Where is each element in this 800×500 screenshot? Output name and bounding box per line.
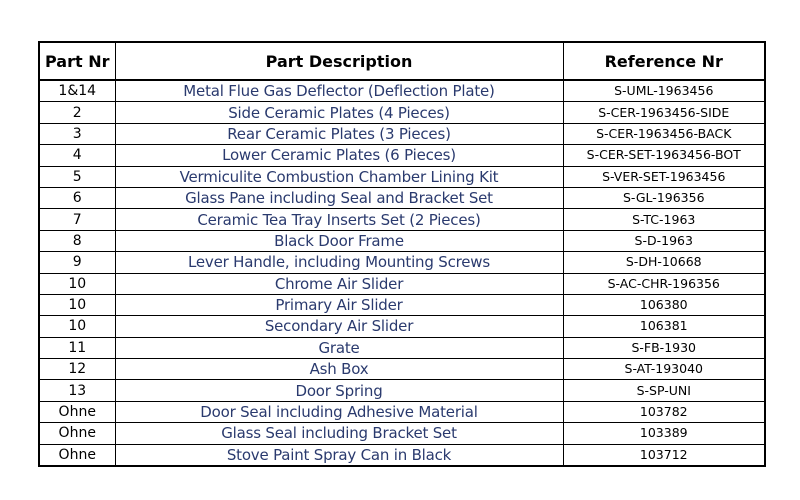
part-nr-cell: 3 <box>39 123 115 144</box>
table-row <box>39 145 765 166</box>
reference-cell: S-CER-1963456-SIDE <box>563 102 765 123</box>
part-nr-cell: Ohne <box>39 444 115 466</box>
reference-cell: S-FB-1930 <box>563 337 765 358</box>
table-header <box>39 42 765 80</box>
description-cell: Lower Ceramic Plates (6 Pieces) <box>115 145 563 166</box>
table-row <box>39 166 765 187</box>
description-cell: Chrome Air Slider <box>115 273 563 294</box>
table-row <box>39 316 765 337</box>
reference-cell: S-D-1963 <box>563 230 765 251</box>
part-nr-cell: 11 <box>39 337 115 358</box>
description-cell: Ash Box <box>115 359 563 380</box>
table-row <box>39 209 765 230</box>
table-row <box>39 401 765 422</box>
table-row <box>39 380 765 401</box>
header-reference: Reference Nr <box>563 42 765 80</box>
reference-cell: S-VER-SET-1963456 <box>563 166 765 187</box>
description-cell: Lever Handle, including Mounting Screws <box>115 252 563 273</box>
table-row <box>39 80 765 102</box>
reference-cell: S-CER-SET-1963456-BOT <box>563 145 765 166</box>
reference-cell: 103782 <box>563 401 765 422</box>
part-nr-cell: 13 <box>39 380 115 401</box>
table-row <box>39 102 765 123</box>
parts-table <box>38 41 766 467</box>
description-cell: Rear Ceramic Plates (3 Pieces) <box>115 123 563 144</box>
reference-cell: S-UML-1963456 <box>563 80 765 102</box>
table-row <box>39 423 765 444</box>
description-cell: Vermiculite Combustion Chamber Lining Kit <box>115 166 563 187</box>
part-nr-cell: 10 <box>39 316 115 337</box>
header-description: Part Description <box>115 42 563 80</box>
description-cell: Door Spring <box>115 380 563 401</box>
description-cell: Glass Seal including Bracket Set <box>115 423 563 444</box>
table-row <box>39 187 765 208</box>
part-nr-cell: 6 <box>39 187 115 208</box>
part-nr-cell: Ohne <box>39 423 115 444</box>
table-row <box>39 294 765 315</box>
reference-cell: 103389 <box>563 423 765 444</box>
description-cell: Glass Pane including Seal and Bracket Set <box>115 187 563 208</box>
part-nr-cell: 2 <box>39 102 115 123</box>
description-cell: Secondary Air Slider <box>115 316 563 337</box>
description-cell: Primary Air Slider <box>115 294 563 315</box>
reference-cell: S-AC-CHR-196356 <box>563 273 765 294</box>
reference-cell: 103712 <box>563 444 765 466</box>
description-cell: Door Seal including Adhesive Material <box>115 401 563 422</box>
part-nr-cell: 10 <box>39 273 115 294</box>
part-nr-cell: 5 <box>39 166 115 187</box>
reference-cell: S-DH-10668 <box>563 252 765 273</box>
reference-cell: S-TC-1963 <box>563 209 765 230</box>
part-nr-cell: Ohne <box>39 401 115 422</box>
table-row <box>39 230 765 251</box>
part-nr-cell: 1&14 <box>39 80 115 102</box>
table-row <box>39 359 765 380</box>
table-row <box>39 123 765 144</box>
description-cell: Black Door Frame <box>115 230 563 251</box>
part-nr-cell: 12 <box>39 359 115 380</box>
table-row <box>39 273 765 294</box>
part-nr-cell: 9 <box>39 252 115 273</box>
part-nr-cell: 4 <box>39 145 115 166</box>
reference-cell: S-SP-UNI <box>563 380 765 401</box>
reference-cell: 106380 <box>563 294 765 315</box>
table-row <box>39 444 765 466</box>
part-nr-cell: 8 <box>39 230 115 251</box>
part-nr-cell: 7 <box>39 209 115 230</box>
description-cell: Stove Paint Spray Can in Black <box>115 444 563 466</box>
reference-cell: S-AT-193040 <box>563 359 765 380</box>
header-part-nr: Part Nr <box>39 42 115 80</box>
part-nr-cell: 10 <box>39 294 115 315</box>
reference-cell: S-CER-1963456-BACK <box>563 123 765 144</box>
reference-cell: S-GL-196356 <box>563 187 765 208</box>
header-row <box>39 42 765 80</box>
table-row <box>39 337 765 358</box>
table-row <box>39 252 765 273</box>
description-cell: Metal Flue Gas Deflector (Deflection Plate) <box>115 80 563 102</box>
reference-cell: 106381 <box>563 316 765 337</box>
description-cell: Grate <box>115 337 563 358</box>
description-cell: Side Ceramic Plates (4 Pieces) <box>115 102 563 123</box>
table-body <box>39 80 765 466</box>
description-cell: Ceramic Tea Tray Inserts Set (2 Pieces) <box>115 209 563 230</box>
